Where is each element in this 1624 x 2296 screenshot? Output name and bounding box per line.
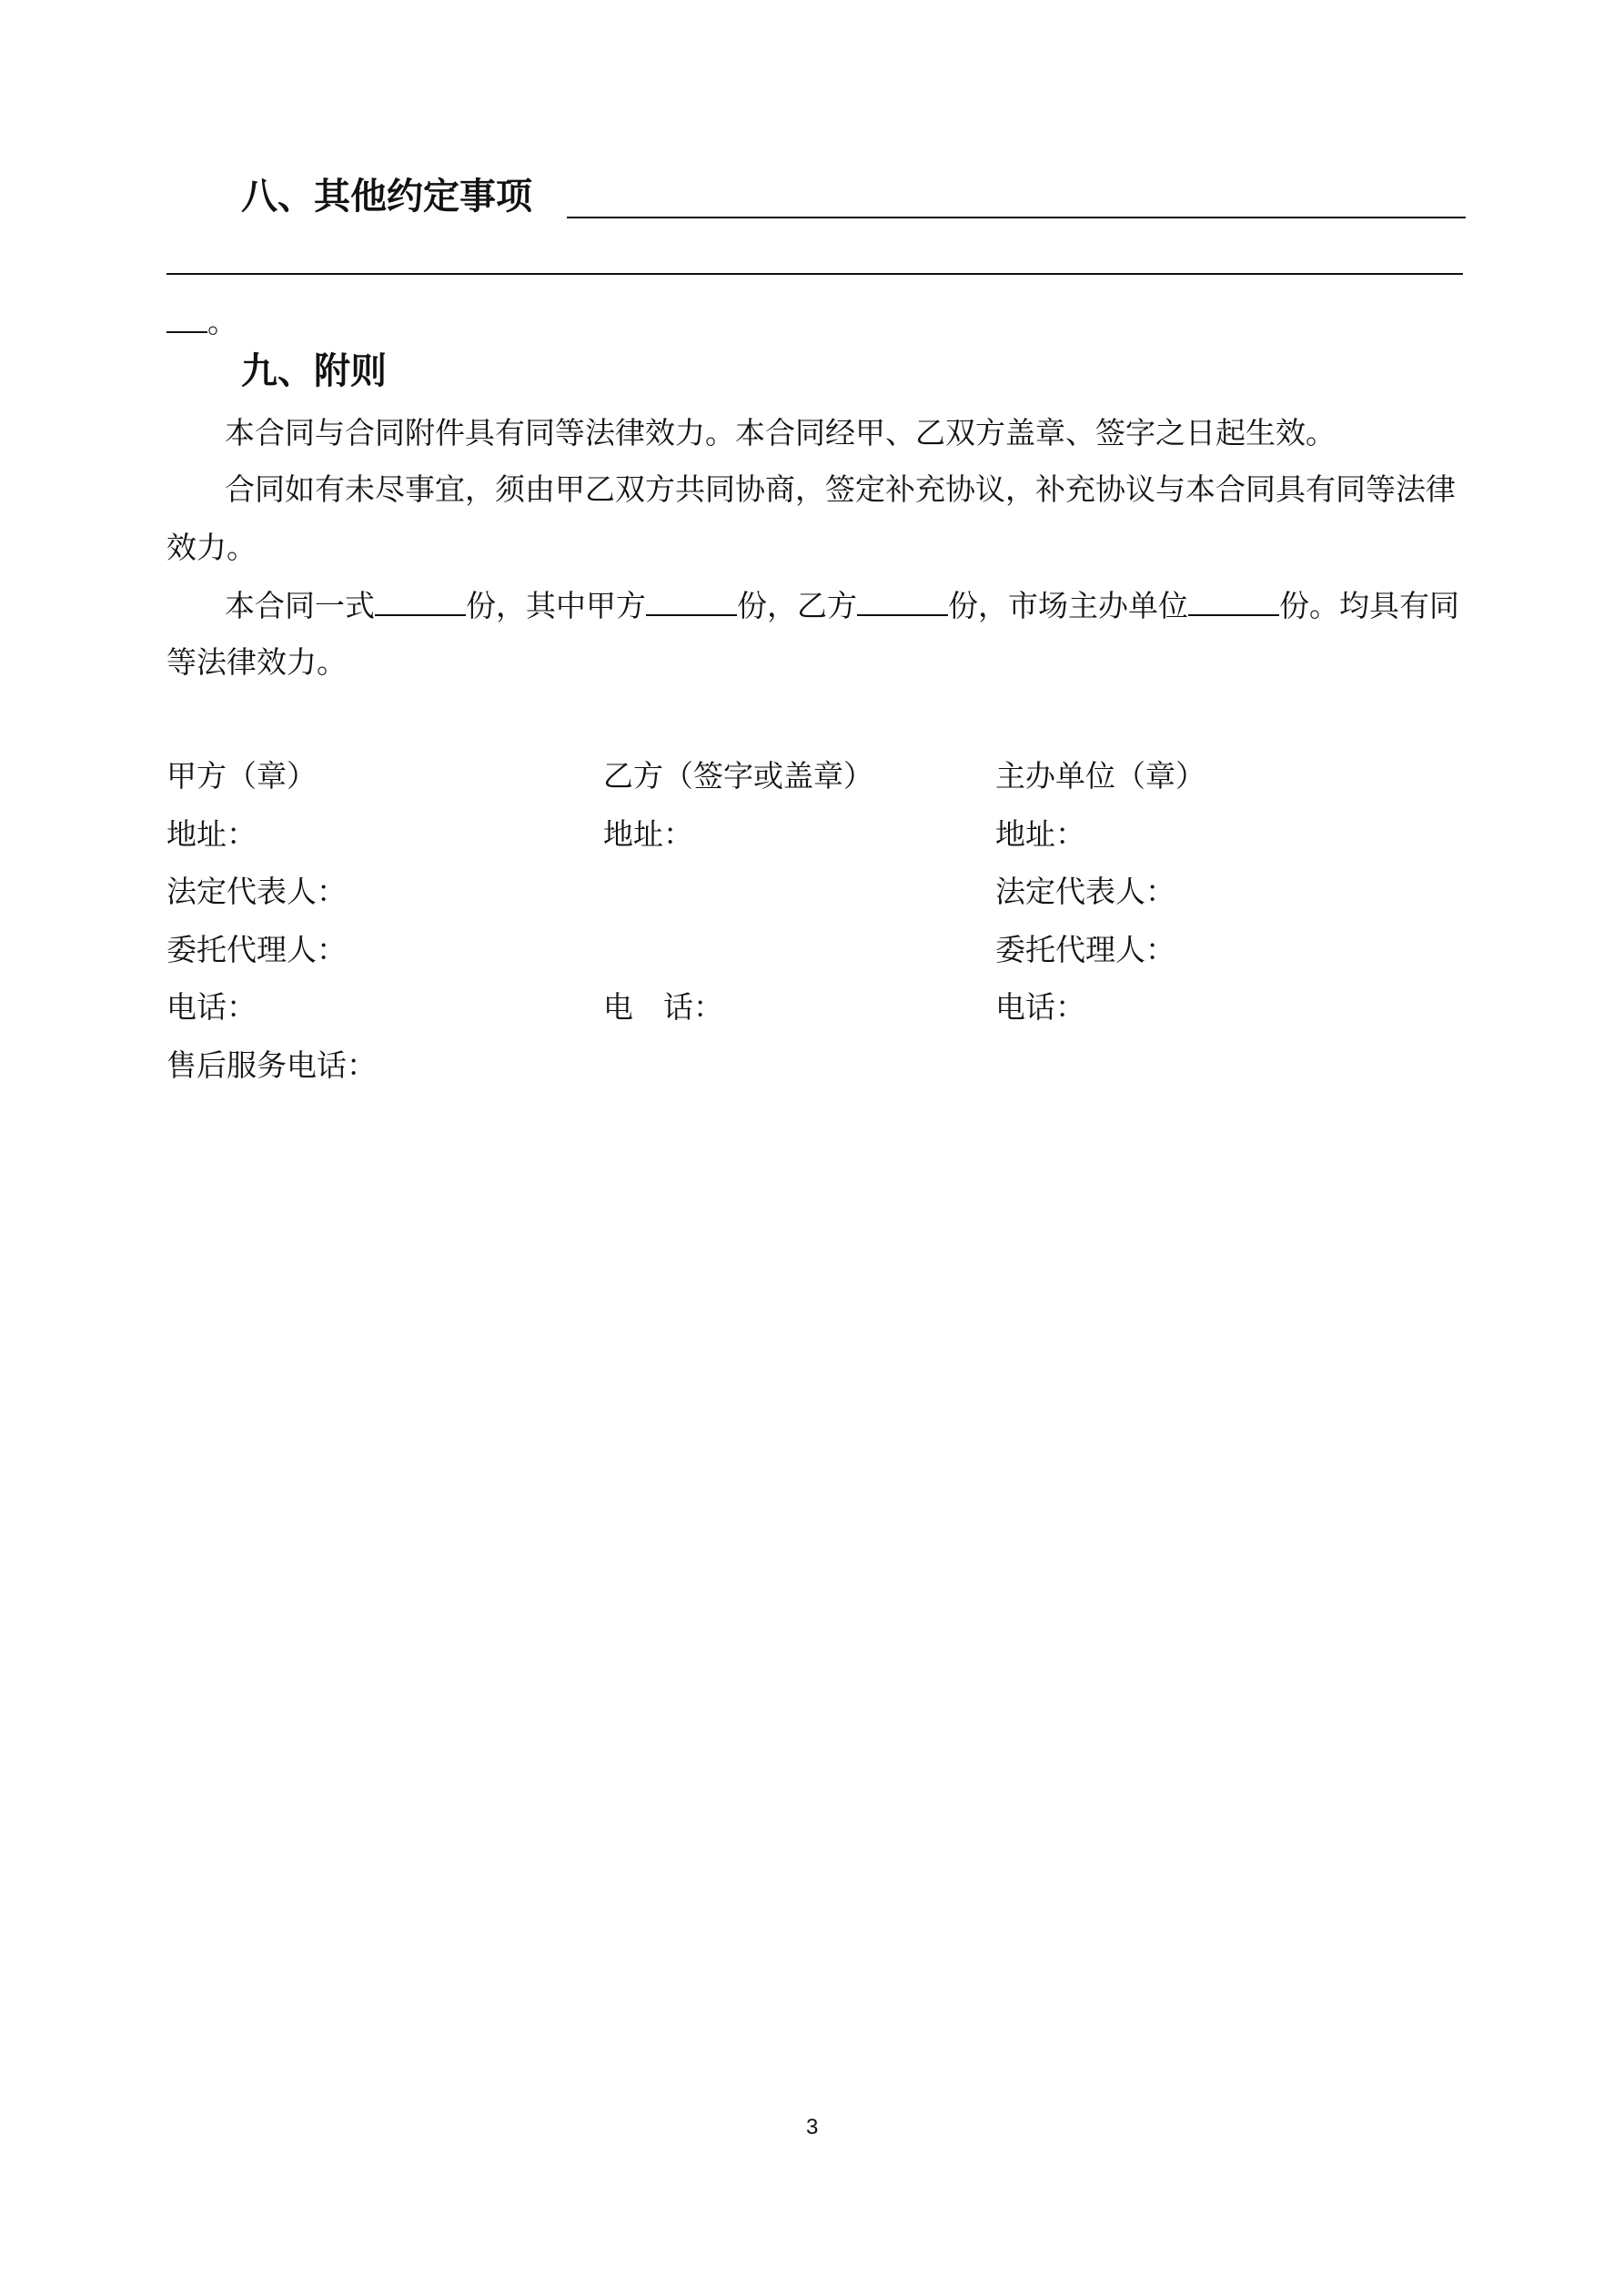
party-a-after-sales-phone: 售后服务电话： [166, 1047, 377, 1083]
party-b-title: 乙方（签字或盖章） [603, 758, 873, 794]
party-b-phone: 电 话： [603, 989, 723, 1025]
copies-organizer-blank [1188, 587, 1279, 616]
party-a-phone: 电话： [166, 989, 257, 1025]
copies-party-b-blank [857, 587, 948, 616]
section9-heading: 九、附则 [241, 350, 387, 392]
party-a-legal-rep: 法定代表人： [166, 874, 347, 909]
section9-para2-line2: 效力。 [166, 530, 257, 565]
party-b-address: 地址： [603, 816, 693, 852]
section9-para2-line1: 合同如有未尽事宜，须由甲乙双方共同协商，签定补充协议，补充协议与本合同具有同等法律 [225, 471, 1456, 507]
copies-party-a-blank [646, 587, 737, 616]
party-a-agent: 委托代理人： [166, 932, 347, 967]
section8-fill-line-1 [567, 217, 1466, 218]
para3-text-5: 份。均具有同 [1279, 588, 1459, 623]
organizer-phone: 电话： [995, 989, 1085, 1025]
section9-para1: 本合同与合同附件具有同等法律效力。本合同经甲、乙双方盖章、签字之日起生效。 [225, 415, 1336, 450]
section9-para3-line1 [225, 587, 1459, 624]
para3-text-1: 本合同一式 [225, 588, 375, 623]
organizer-address: 地址： [995, 816, 1085, 852]
section8-heading: 八、其他约定事项 [241, 176, 532, 217]
copies-total-blank [375, 587, 466, 616]
para3-text-2: 份，其中甲方 [466, 588, 646, 623]
section8-fill-line-3 [166, 331, 207, 333]
organizer-agent: 委托代理人： [995, 932, 1175, 967]
section9-para3-line2: 等法律效力。 [166, 644, 347, 680]
para3-text-3: 份，乙方 [737, 588, 857, 623]
page-number: 3 [806, 2115, 819, 2139]
section8-trailing-mark: 。 [207, 304, 237, 339]
para3-text-4: 份，市场主办单位 [948, 588, 1188, 623]
party-a-address: 地址： [166, 816, 257, 852]
section8-fill-line-2 [166, 273, 1463, 275]
party-a-title: 甲方（章） [166, 758, 317, 794]
organizer-legal-rep: 法定代表人： [995, 874, 1175, 909]
organizer-title: 主办单位（章） [995, 758, 1205, 794]
